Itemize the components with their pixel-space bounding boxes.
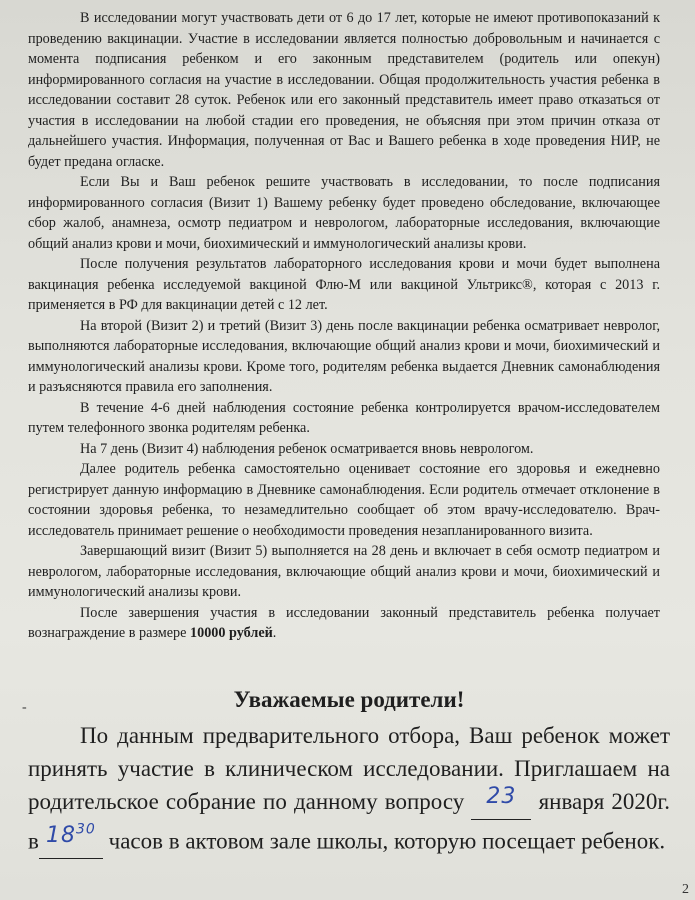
- invitation-heading: Уважаемые родители!: [233, 687, 465, 712]
- invitation-block: [28, 683, 670, 859]
- info-text: [28, 8, 660, 644]
- invitation-text: [28, 719, 670, 859]
- invitation-text-start: По данным предварительного отбора, Ваш ребенок может принять участие в клиническом исследовании. Приглашаем на родительское собрание по данному вопросу: [28, 723, 670, 814]
- paragraph-reward: [28, 603, 660, 644]
- minutes-handwritten: 30: [75, 822, 96, 838]
- margin-mark: -: [22, 700, 27, 715]
- reward-text: После завершения участия в исследовании законный представитель ребенка получает вознаграждение в размере: [28, 604, 660, 641]
- invitation-text-end: часов в актовом зале школы, которую посещает ребенок.: [108, 828, 666, 854]
- day-handwritten: 23: [486, 784, 517, 809]
- paragraph-phone-monitoring: В течение 4-6 дней наблюдения состояние ребенка контролируется врачом-исследователем путем телефонного звонка родителям ребенка.: [28, 399, 660, 436]
- month-year-text: января 2020г. в: [28, 789, 671, 854]
- day-blank: [471, 785, 531, 820]
- time-blank: [39, 820, 103, 859]
- paragraph-visit-2-3: На второй (Визит 2) и третий (Визит 3) день после вакцинации ребенка осматривает невролог, выполняются лабораторные исследования, включающие общий анализ крови и мочи, биохимический и иммунологический анализы крови. Кроме того, родителям ребенка выдается Дневник самонаблюдения и разъясняются правила его заполнения.: [28, 317, 660, 395]
- reward-amount: 10000 рублей: [190, 625, 273, 641]
- paragraph-self-monitoring: Далее родитель ребенка самостоятельно оценивает состояние его здоровья и ежедневно регистрирует данную информацию в Дневнике самонаблюдения. Если родитель отмечает отклонение в состоянии здоровья ребенка, то незамедлительно сообщает об этом врачу-исследователю. Врач-исследователь принимает решение о необходимости проведения незапланированного визита.: [28, 461, 660, 539]
- page-number: 2: [682, 882, 689, 897]
- paragraph-eligibility: В исследовании могут участвовать дети от 6 до 17 лет, которые не имеют противопоказаний к проведению вакцинации. Участие в исследовании является полностью добровольным и начинается с момента подписания ребенком и его законным представителем (родитель или опекун) информированного согласия на участие в исследовании. Общая продолжительность участия ребенка в исследовании составит 28 суток. Ребенок или его законный представитель имеет право отказаться от участия в исследовании на любой стадии его проведения, не объясняя при этом причин отказа от дальнейшего участия. Информация, полученная от Вас и Вашего ребенка в ходе проведения НИР, не будет предана огласке.: [28, 10, 660, 170]
- paragraph-vaccination: После получения результатов лабораторного исследования крови и мочи будет выполнена вакцинация ребенка исследуемой вакциной Флю-М или вакциной Ультрикс®, которая с 2013 г. применяется в РФ для вакцинации детей с 12 лет.: [28, 256, 660, 313]
- time-handwritten: [46, 823, 96, 848]
- reward-end: .: [272, 625, 277, 641]
- paragraph-visit-1: Если Вы и Ваш ребенок решите участвовать в исследовании, то после подписания информированного согласия (Визит 1) Вашему ребенку будет проведено обследование, включающее сбор жалоб, анамнеза, осмотр педиатром и неврологом, лабораторные исследования, включающие общий анализ крови и мочи, биохимический и иммунологический анализы крови.: [28, 174, 660, 252]
- paragraph-visit-5: Завершающий визит (Визит 5) выполняется на 28 день и включает в себя осмотр педиатром и неврологом, лабораторные исследования, включающие общий анализ крови и мочи, биохимический и иммунологический анализы крови.: [28, 543, 660, 600]
- paragraph-visit-4: На 7 день (Визит 4) наблюдения ребенок осматривается вновь неврологом.: [80, 440, 534, 457]
- hour-handwritten: 18: [45, 823, 76, 849]
